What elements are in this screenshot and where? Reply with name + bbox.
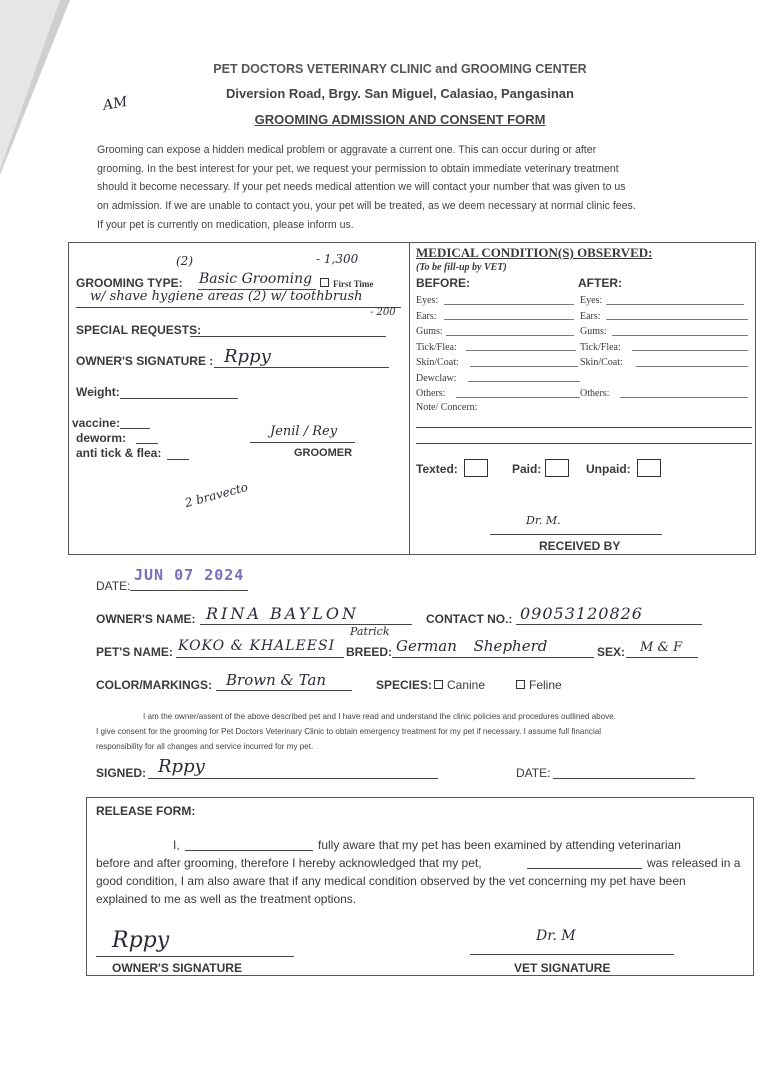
date-stamp: JUN 07 2024 — [134, 566, 245, 584]
weight-input[interactable] — [120, 398, 238, 399]
species-label: SPECIES: — [376, 678, 433, 692]
contact-label: CONTACT NO.: — [426, 612, 513, 626]
release-vet-signature: Dr. M — [536, 928, 576, 944]
before-tick-line[interactable] — [466, 350, 576, 351]
before-item: Gums: — [416, 326, 443, 337]
release-line1-a: I, — [173, 838, 180, 852]
after-eyes-line[interactable] — [606, 304, 744, 305]
scan-corner-fold — [0, 0, 60, 170]
after-item: Skin/Coat: — [580, 357, 623, 368]
intro-line: on admission. If we are unable to contact you, your pet will be treated, as we deem necessary at normal clinic fees. — [97, 200, 636, 213]
consent-line: I am the owner/assent of the above described pet and I have read and understand the clinic policies and procedures outlined above. — [143, 712, 616, 721]
before-label: BEFORE: — [416, 276, 470, 290]
signed-line[interactable] — [148, 778, 438, 779]
canine-label: Canine — [447, 678, 486, 692]
before-item: Skin/Coat: — [416, 357, 459, 368]
pet-name-line[interactable] — [176, 657, 344, 658]
consent-line: I give consent for the grooming for Pet Doctors Veterinary Clinic to obtain emergency treatment for my pet if necessary. I assume full financial — [96, 727, 602, 736]
weight-label: Weight: — [76, 385, 120, 399]
before-others-line[interactable] — [456, 397, 580, 398]
feline-option[interactable] — [514, 678, 562, 692]
after-gums-line[interactable] — [612, 335, 748, 336]
release-line2-a: before and after grooming, therefore I hereby acknowledged that my pet, — [96, 856, 482, 870]
after-item: Tick/Flea: — [580, 341, 621, 353]
first-time-label: First Time — [333, 279, 374, 289]
clinic-address: Diversion Road, Brgy. San Miguel, Calasiao, Pangasinan — [226, 86, 574, 101]
note-line-2[interactable] — [416, 443, 752, 444]
feline-box[interactable] — [516, 680, 525, 689]
owner-name-value: RINA BAYLON — [206, 604, 359, 623]
received-by-value: Dr. M. — [526, 514, 561, 527]
signed-label: SIGNED: — [96, 766, 147, 780]
groomer-label: GROOMER — [294, 447, 353, 459]
release-line3: good condition, I am also aware that if any medical condition observed by the vet concerning my pet have been — [96, 874, 686, 888]
before-dewclaw-line[interactable] — [468, 381, 580, 382]
grooming-type-label: GROOMING TYPE: — [76, 276, 183, 290]
before-skin-line[interactable] — [470, 366, 578, 367]
before-gums-line[interactable] — [446, 335, 574, 336]
unpaid-label: Unpaid: — [586, 462, 631, 476]
before-list — [416, 293, 459, 402]
before-item: Tick/Flea: — [416, 341, 457, 353]
release-title: RELEASE FORM: — [96, 804, 196, 818]
sex-label: SEX: — [597, 645, 626, 659]
before-ears-line[interactable] — [444, 319, 574, 320]
after-ears-line[interactable] — [606, 319, 748, 320]
breed-value: German Shepherd — [396, 637, 548, 655]
note-label: Note/ Concern: — [416, 402, 478, 413]
release-line4: explained to me as well as the treatment options. — [96, 892, 357, 906]
signed-value: Rppy — [158, 756, 205, 777]
after-others-line[interactable] — [620, 397, 748, 398]
hw-price-addon: - 200 — [370, 307, 396, 318]
vaccine-input[interactable] — [120, 428, 150, 429]
antitick-label: anti tick & flea: — [76, 446, 162, 460]
canine-box[interactable] — [434, 680, 443, 689]
panel-divider — [409, 243, 410, 554]
intro-paragraph — [97, 141, 717, 235]
corner-handwritten-note: AM — [101, 93, 129, 115]
release-vet-sig-line[interactable] — [470, 954, 674, 955]
received-by-label: RECEIVED BY — [539, 539, 621, 553]
after-label: AFTER: — [578, 276, 622, 290]
release-owner-sig-line[interactable] — [96, 956, 294, 957]
release-vet-sig-label: VET SIGNATURE — [514, 961, 611, 975]
texted-label: Texted: — [416, 462, 458, 476]
feline-label: Feline — [529, 678, 562, 692]
pet-name-label: PET'S NAME: — [96, 645, 173, 659]
antitick-input[interactable] — [167, 459, 189, 460]
after-tick-line[interactable] — [632, 350, 748, 351]
breed-line[interactable] — [392, 657, 594, 658]
consent-paragraph — [96, 709, 716, 754]
intro-line: should it become necessary. If your pet needs medical attention we will contact your number that was given to us — [97, 181, 626, 194]
color-line[interactable] — [216, 690, 352, 691]
sex-line[interactable] — [626, 657, 698, 658]
owner-signature-line[interactable] — [214, 367, 389, 368]
first-time-checkbox[interactable] — [318, 278, 373, 289]
breed-label: BREED: — [346, 645, 393, 659]
unpaid-checkbox[interactable] — [637, 459, 661, 477]
after-item: Others: — [580, 388, 610, 399]
owner-signature-label: OWNER'S SIGNATURE : — [76, 354, 214, 368]
paid-label: Paid: — [512, 462, 542, 476]
signoff-date-line[interactable] — [553, 778, 695, 779]
after-item: Ears: — [580, 310, 601, 322]
paid-checkbox[interactable] — [545, 459, 569, 477]
form-title: GROOMING ADMISSION AND CONSENT FORM — [254, 112, 546, 127]
before-item: Eyes: — [416, 295, 439, 306]
note-line-1[interactable] — [416, 427, 752, 428]
owner-name-label: OWNER'S NAME: — [96, 612, 196, 626]
first-time-box[interactable] — [320, 278, 329, 287]
before-item: Dewclaw: — [416, 372, 457, 384]
medical-condition-subtitle: (To be fill-up by VET) — [416, 262, 507, 273]
contact-value: 09053120826 — [520, 604, 643, 623]
pet-name-extra: Patrick — [350, 625, 390, 638]
hw-price-basic: - 1,300 — [316, 252, 359, 266]
before-eyes-line[interactable] — [444, 304, 574, 305]
before-item: Others: — [416, 388, 446, 399]
color-value: Brown & Tan — [226, 671, 327, 689]
color-label: COLOR/MARKINGS: — [96, 678, 212, 692]
signoff-date-label: DATE: — [516, 766, 551, 780]
canine-option[interactable] — [432, 678, 485, 692]
owner-signature-value: Rppy — [224, 346, 271, 367]
received-by-line — [490, 534, 662, 535]
special-requests-input[interactable] — [190, 336, 386, 337]
date-label: DATE: — [96, 579, 131, 593]
consent-line: responsibility for all changes and service incurred for my pet. — [96, 742, 314, 751]
grooming-type-value: Basic Grooming — [199, 271, 313, 287]
date-line — [130, 590, 248, 591]
contact-line[interactable] — [516, 624, 702, 625]
sex-value: M & F — [640, 640, 683, 655]
intro-line: grooming. In the best interest for your pet, we request your permission to obtain immediate veterinary treatment — [97, 162, 619, 175]
after-item: Eyes: — [580, 295, 603, 306]
after-skin-line[interactable] — [636, 366, 748, 367]
after-item: Gums: — [580, 326, 607, 337]
medical-condition-title: MEDICAL CONDITION(S) OBSERVED: — [416, 245, 653, 260]
hw-bravecto-note: 2 bravecto — [183, 479, 250, 511]
release-name-input[interactable] — [185, 850, 313, 851]
hw-quantity: (2) — [176, 254, 193, 268]
release-owner-sig-label: OWNER'S SIGNATURE — [112, 961, 242, 975]
deworm-label: deworm: — [76, 431, 127, 445]
deworm-input[interactable] — [136, 443, 158, 444]
intro-line: If your pet is currently on medication, please inform us. — [97, 218, 354, 231]
special-requests-label: SPECIAL REQUESTS: — [76, 323, 202, 337]
release-owner-signature: Rppy — [112, 928, 170, 953]
texted-checkbox[interactable] — [464, 459, 488, 477]
grooming-details-line — [76, 307, 401, 308]
hw-grooming-details: w/ shave hygiene areas (2) w/ toothbrush — [90, 289, 363, 304]
groomer-line — [250, 442, 355, 443]
intro-line: Grooming can expose a hidden medical problem or aggravate a current one. This can occur during or after — [97, 144, 597, 156]
release-pet-input[interactable] — [527, 868, 642, 869]
before-item: Ears: — [416, 310, 437, 322]
release-line1-b: fully aware that my pet has been examined by attending veterinarian — [318, 838, 681, 852]
release-line2-b: was released in a — [647, 856, 741, 870]
vaccine-label: vaccine: — [72, 416, 121, 430]
after-list — [580, 293, 623, 402]
groomer-name: Jenil / Rey — [270, 424, 338, 439]
clinic-name: PET DOCTORS VETERINARY CLINIC and GROOMING CENTER — [213, 62, 587, 76]
pet-name-value: KOKO & KHALEESI — [178, 638, 336, 654]
